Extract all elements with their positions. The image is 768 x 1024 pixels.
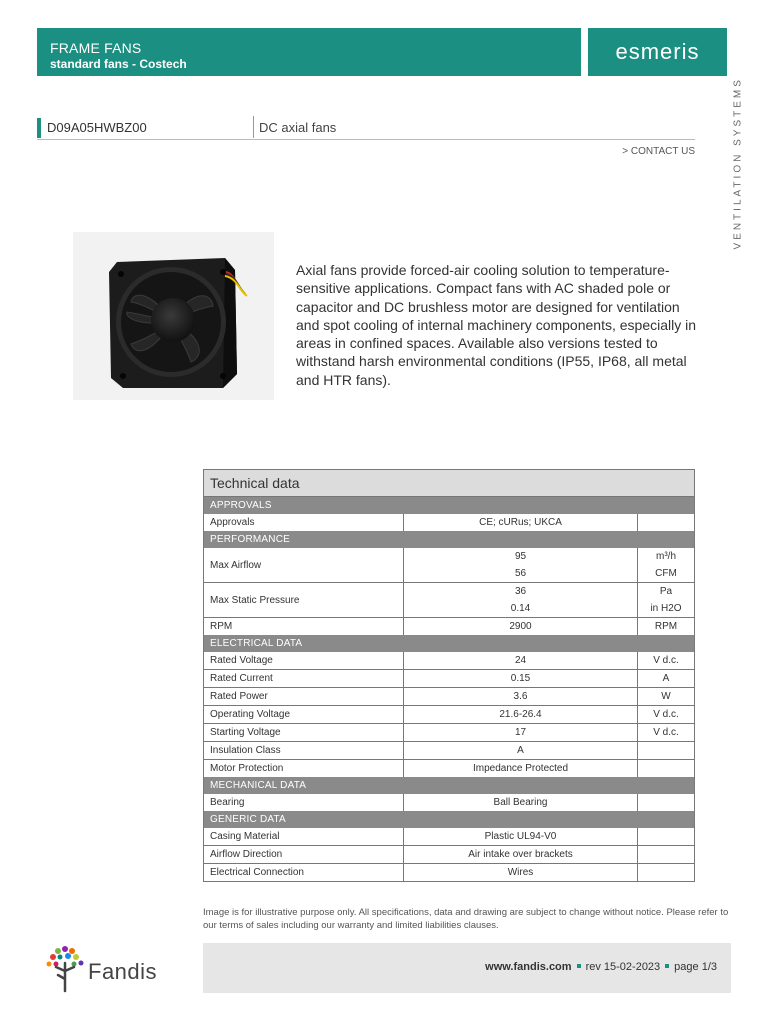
- row-unit: in H2O: [650, 603, 682, 614]
- row-units: [638, 742, 694, 759]
- row-value: Plastic UL94-V0: [484, 831, 557, 842]
- table-title: Technical data: [204, 470, 694, 497]
- row-units: [638, 828, 694, 845]
- table-row: [204, 845, 694, 863]
- separator-dot: [577, 964, 581, 968]
- row-value: 0.14: [510, 603, 531, 614]
- row-units: [638, 618, 694, 635]
- row-label: Operating Voltage: [204, 706, 404, 723]
- row-value: 24: [514, 655, 527, 666]
- table-row: [204, 669, 694, 687]
- row-value: 21.6-26.4: [499, 709, 542, 720]
- row-value: 17: [514, 727, 527, 738]
- table-row: [204, 514, 694, 531]
- row-unit: RPM: [654, 621, 678, 632]
- table-row: [204, 582, 694, 617]
- fandis-logo-icon: [44, 945, 88, 993]
- table-row: [204, 652, 694, 669]
- row-units: [638, 688, 694, 705]
- table-section-header: PERFORMANCE: [204, 531, 694, 548]
- row-label: Casing Material: [204, 828, 404, 845]
- footer-bar: [203, 943, 731, 993]
- row-label: Bearing: [204, 794, 404, 811]
- row-unit: V d.c.: [653, 727, 679, 738]
- header-bar: [37, 28, 581, 76]
- table-section-header: APPROVALS: [204, 497, 694, 514]
- row-values: [404, 583, 638, 617]
- side-label-container: [728, 77, 744, 250]
- separator-dot: [665, 964, 669, 968]
- side-label: VENTILATION SYSTEMS: [732, 77, 744, 250]
- row-label: Rated Power: [204, 688, 404, 705]
- row-values: [404, 724, 638, 741]
- row-values: [404, 514, 638, 531]
- brand-logo: esmeris: [588, 28, 727, 76]
- row-label: Insulation Class: [204, 742, 404, 759]
- row-units: [638, 706, 694, 723]
- row-units: [638, 670, 694, 687]
- row-values: [404, 618, 638, 635]
- row-units: [638, 652, 694, 669]
- table-row: [204, 687, 694, 705]
- row-label: Electrical Connection: [204, 864, 404, 881]
- row-label: Airflow Direction: [204, 846, 404, 863]
- product-code: D09A05HWBZ00: [47, 120, 147, 135]
- row-unit: [638, 864, 694, 881]
- row-label: Approvals: [204, 514, 404, 531]
- table-section-header: GENERIC DATA: [204, 811, 694, 828]
- product-description: DC axial fans: [259, 120, 337, 135]
- row-values: [404, 828, 638, 845]
- row-unit: m³/h: [656, 551, 676, 562]
- intro-paragraph: Axial fans provide forced-air cooling solution to temperature-sensitive applications. Compact fans with AC shaded pole or capacitor and DC brushless motor are designed for ventilation and spot cooling of internal machinery components, especially in areas in confined spaces. Available also versions tested to withstand harsh environmental conditions (IP55, IP68, all metal and HTR fans).: [296, 262, 697, 388]
- row-value: Wires: [507, 867, 534, 878]
- fan-illustration: [73, 232, 274, 400]
- row-value: 95: [514, 551, 527, 562]
- table-section-header: ELECTRICAL DATA: [204, 635, 694, 652]
- table-row: [204, 705, 694, 723]
- footer-text: [485, 961, 717, 973]
- row-value: 2900: [509, 621, 532, 632]
- table-row: [204, 828, 694, 845]
- page-subtitle: standard fans - Costech: [50, 57, 187, 71]
- table-row: [204, 741, 694, 759]
- row-label: RPM: [204, 618, 404, 635]
- table-row: [204, 863, 694, 881]
- page-title: FRAME FANS: [50, 40, 142, 56]
- row-unit: [638, 742, 694, 759]
- row-label: Max Airflow: [204, 548, 404, 582]
- revision: rev 15-02-2023: [585, 961, 661, 973]
- row-value: 56: [514, 568, 527, 579]
- fandis-logo-text: Fandis: [88, 959, 158, 984]
- table-row: [204, 723, 694, 741]
- row-values: [404, 864, 638, 881]
- row-unit: [638, 760, 694, 777]
- row-units: [638, 548, 694, 582]
- code-marker: [37, 118, 41, 138]
- row-unit: CFM: [655, 568, 677, 579]
- row-units: [638, 864, 694, 881]
- row-unit: [638, 514, 694, 531]
- row-value: CE; cURus; UKCA: [479, 517, 562, 528]
- row-units: [638, 724, 694, 741]
- row-values: [404, 846, 638, 863]
- row-value: 36: [514, 586, 527, 597]
- table-row: [204, 617, 694, 635]
- row-unit: [638, 828, 694, 845]
- row-value: A: [517, 745, 524, 756]
- row-units: [638, 794, 694, 811]
- row-unit: [638, 846, 694, 863]
- row-label: Max Static Pressure: [204, 583, 404, 617]
- row-value: Air intake over brackets: [468, 849, 573, 860]
- row-label: Starting Voltage: [204, 724, 404, 741]
- row-unit: V d.c.: [653, 655, 679, 666]
- row-values: [404, 688, 638, 705]
- table-section-header: MECHANICAL DATA: [204, 777, 694, 794]
- row-values: [404, 670, 638, 687]
- row-values: [404, 548, 638, 582]
- row-label: Motor Protection: [204, 760, 404, 777]
- row-units: [638, 760, 694, 777]
- contact-us-link[interactable]: > CONTACT US: [622, 146, 695, 157]
- row-unit: [638, 794, 694, 811]
- table-row: [204, 548, 694, 582]
- technical-data-table: [203, 469, 695, 882]
- row-values: [404, 760, 638, 777]
- row-unit: A: [662, 673, 670, 684]
- row-unit: V d.c.: [653, 709, 679, 720]
- row-values: [404, 652, 638, 669]
- row-units: [638, 583, 694, 617]
- table-row: [204, 794, 694, 811]
- fan-hub: [151, 298, 195, 342]
- row-label: Rated Current: [204, 670, 404, 687]
- code-separator: [253, 116, 254, 138]
- row-values: [404, 706, 638, 723]
- row-value: 3.6: [513, 691, 528, 702]
- fandis-logo: [44, 945, 184, 993]
- product-image: [73, 232, 274, 400]
- row-label: Rated Voltage: [204, 652, 404, 669]
- table-row: [204, 759, 694, 777]
- website-link[interactable]: www.fandis.com: [485, 961, 572, 973]
- row-value: Ball Bearing: [493, 797, 548, 808]
- product-code-row: [37, 116, 695, 140]
- row-unit: W: [661, 691, 671, 702]
- row-unit: Pa: [659, 586, 673, 597]
- row-units: [638, 846, 694, 863]
- row-units: [638, 514, 694, 531]
- row-values: [404, 794, 638, 811]
- row-value: 0.15: [510, 673, 531, 684]
- row-values: [404, 742, 638, 759]
- row-value: Impedance Protected: [472, 763, 569, 774]
- disclaimer: Image is for illustrative purpose only. All specifications, data and drawing are subject to change without notice. Please refer to our terms of sales including our warranty and limited liabilities clauses.: [203, 907, 729, 931]
- page-number: page 1/3: [674, 961, 717, 973]
